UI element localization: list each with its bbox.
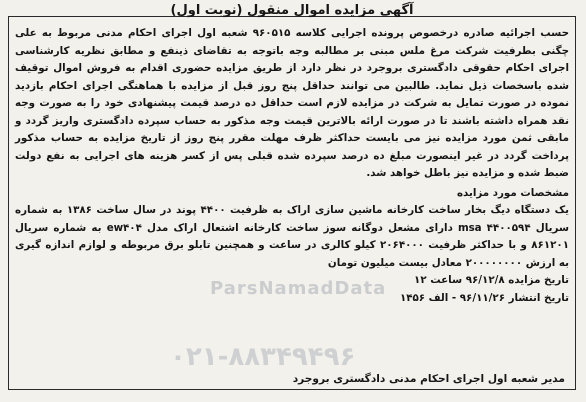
item-description: یک دستگاه دیگ بخار ساخت کارخانه ماشین سازی اراک به ظرفیت ۴۴۰۰ پوند در سال ساخت ۱۳۸۶ به شماره سریال ۴۴۰۰۵۹۴ msa دارای مشعل دوگانه سوز ساخت کارخانه اشتعال اراک مدل ew۴۰۴ به شماره سریال ۸۶۱۲۰۱ و با حداکثر ظرفیت ۲۰۶۴۰۰۰ کیلو کالری در ساعت و همچنین تابلو برق مربوطه و لوازم اندازه گیری به ارزش ۲۰۰۰۰۰۰۰۰ معادل بیست میلیون تومان xyxy=(15,204,569,269)
notice-body xyxy=(15,25,569,307)
publish-date: تاریخ انتشار ۹۶/۱۱/۲۶ - الف ۱۴۵۶ xyxy=(399,291,569,304)
notice-title: آگهی مزایده اموال منقول (نوبت اول) xyxy=(170,3,414,18)
notice-paragraph: حسب اجرائیه صادره درخصوص پرونده اجرایی کلاسه ۹۶۰۵۱۵ شعبه اول اجرای احکام مدنی مربوط به علی چگنی بطرفیت شرکت مرغ ملس مبنی بر مطالبه وجه باتوجه به تقاضای ذینفع و مطابق نظریه کارشناسی اجرای احکام حقوقی دادگستری بروجرد در نظر دارد از طریق مزایده حضوری اقدام به فروش اموال توقیف شده باسخصات ذیل نماید. طالبین می توانند حداقل پنج روز قبل از مزایده با هماهنگی اجرای احکام بازدید نموده در صورت تمایل به شرکت در مزایده لازم است حداقل ده درصد قیمت پیشنهادی خود را به صورت وجه نقد همراه داشته باشند تا در صورت ارائه بالاترین قیمت وجه مذکور به حساب سپرده دادگستری واریز گردد و مابقی ثمن مورد مزایده نیز می بایست حداکثر ظرف مهلت مقرر پنج روز از تاریخ مزایده به حساب مذکور پرداخت گردد در غیر اینصورت مبلغ ده درصد سپرده شده قبلی پس از کسر هزینه های اجرایی به نفع دولت ضبط شده و مزایده نیز باطل خواهد شد. xyxy=(15,27,569,179)
section-label: مشخصات مورد مزایده xyxy=(456,186,569,199)
auction-date: تاریخ مزایده ۹۶/۱۲/۸ ساعت ۱۲ xyxy=(414,274,569,286)
brand-watermark: ParsNamadData xyxy=(210,278,387,299)
phone-watermark: ۰۲۱-۸۸۳۴۹۴۹۶ xyxy=(170,342,356,372)
notice-frame xyxy=(8,3,576,390)
signature: مدیر شعبه اول اجرای احکام مدنی دادگستری بروجرد xyxy=(292,373,565,385)
